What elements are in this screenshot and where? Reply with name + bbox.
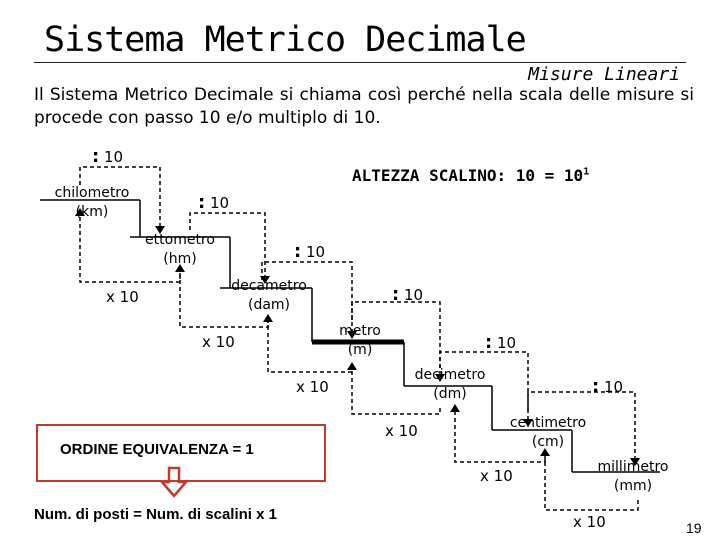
equivalence-title: ORDINE EQUIVALENZA = 1 xyxy=(60,441,254,458)
multiply-label-2: x 10 xyxy=(202,333,235,351)
unit-hm-symbol: (hm) xyxy=(163,251,197,267)
unit-dam xyxy=(219,277,319,315)
multiply-label-6: x 10 xyxy=(573,513,606,531)
unit-dm-symbol: (dm) xyxy=(433,386,467,402)
unit-mm xyxy=(583,458,683,496)
intro-paragraph: Il Sistema Metrico Decimale si chiama così perché nella scala delle misure si procede con passo 10 e/o multiplo di 10. xyxy=(34,85,694,128)
step-height-exponent: 1 xyxy=(583,166,590,178)
multiply-label-1: x 10 xyxy=(106,288,139,306)
unit-cm-symbol: (cm) xyxy=(531,434,565,450)
divide-label-4: : 10 xyxy=(392,284,424,305)
unit-cm xyxy=(498,414,598,452)
multiply-label-4: x 10 xyxy=(385,422,418,440)
unit-dam-name: decametro xyxy=(231,278,307,294)
divide-label-2: : 10 xyxy=(198,192,230,213)
multiply-label-3: x 10 xyxy=(296,378,329,396)
unit-km-symbol: (km) xyxy=(75,204,109,220)
unit-km-name: chilometro xyxy=(54,185,130,201)
equivalence-formula: Num. di posti = Num. di scalini x 1 xyxy=(34,506,277,523)
unit-m-name: metro xyxy=(339,323,381,339)
divide-label-1: : 10 xyxy=(92,146,124,167)
unit-hm xyxy=(130,231,230,269)
unit-dm-name: decimetro xyxy=(414,367,486,383)
divide-label-5: : 10 xyxy=(485,332,517,353)
unit-km xyxy=(42,184,142,222)
unit-cm-name: centimetro xyxy=(509,415,587,431)
unit-hm-name: ettometro xyxy=(145,232,215,248)
step-height-text: ALTEZZA SCALINO: 10 = 10 xyxy=(352,166,584,185)
divide-label-3: : 10 xyxy=(294,241,326,262)
page-number: 19 xyxy=(686,520,702,536)
page-title: Sistema Metrico Decimale xyxy=(44,20,526,60)
unit-m xyxy=(320,322,400,360)
unit-dam-symbol: (dam) xyxy=(247,297,291,313)
page-subtitle: Misure Lineari xyxy=(528,64,680,85)
unit-mm-name: millimetro xyxy=(597,459,669,475)
unit-mm-symbol: (mm) xyxy=(613,478,653,494)
divide-label-6: : 10 xyxy=(592,376,624,397)
unit-m-symbol: (m) xyxy=(347,342,373,358)
multiply-label-5: x 10 xyxy=(480,467,513,485)
unit-dm xyxy=(400,366,500,404)
